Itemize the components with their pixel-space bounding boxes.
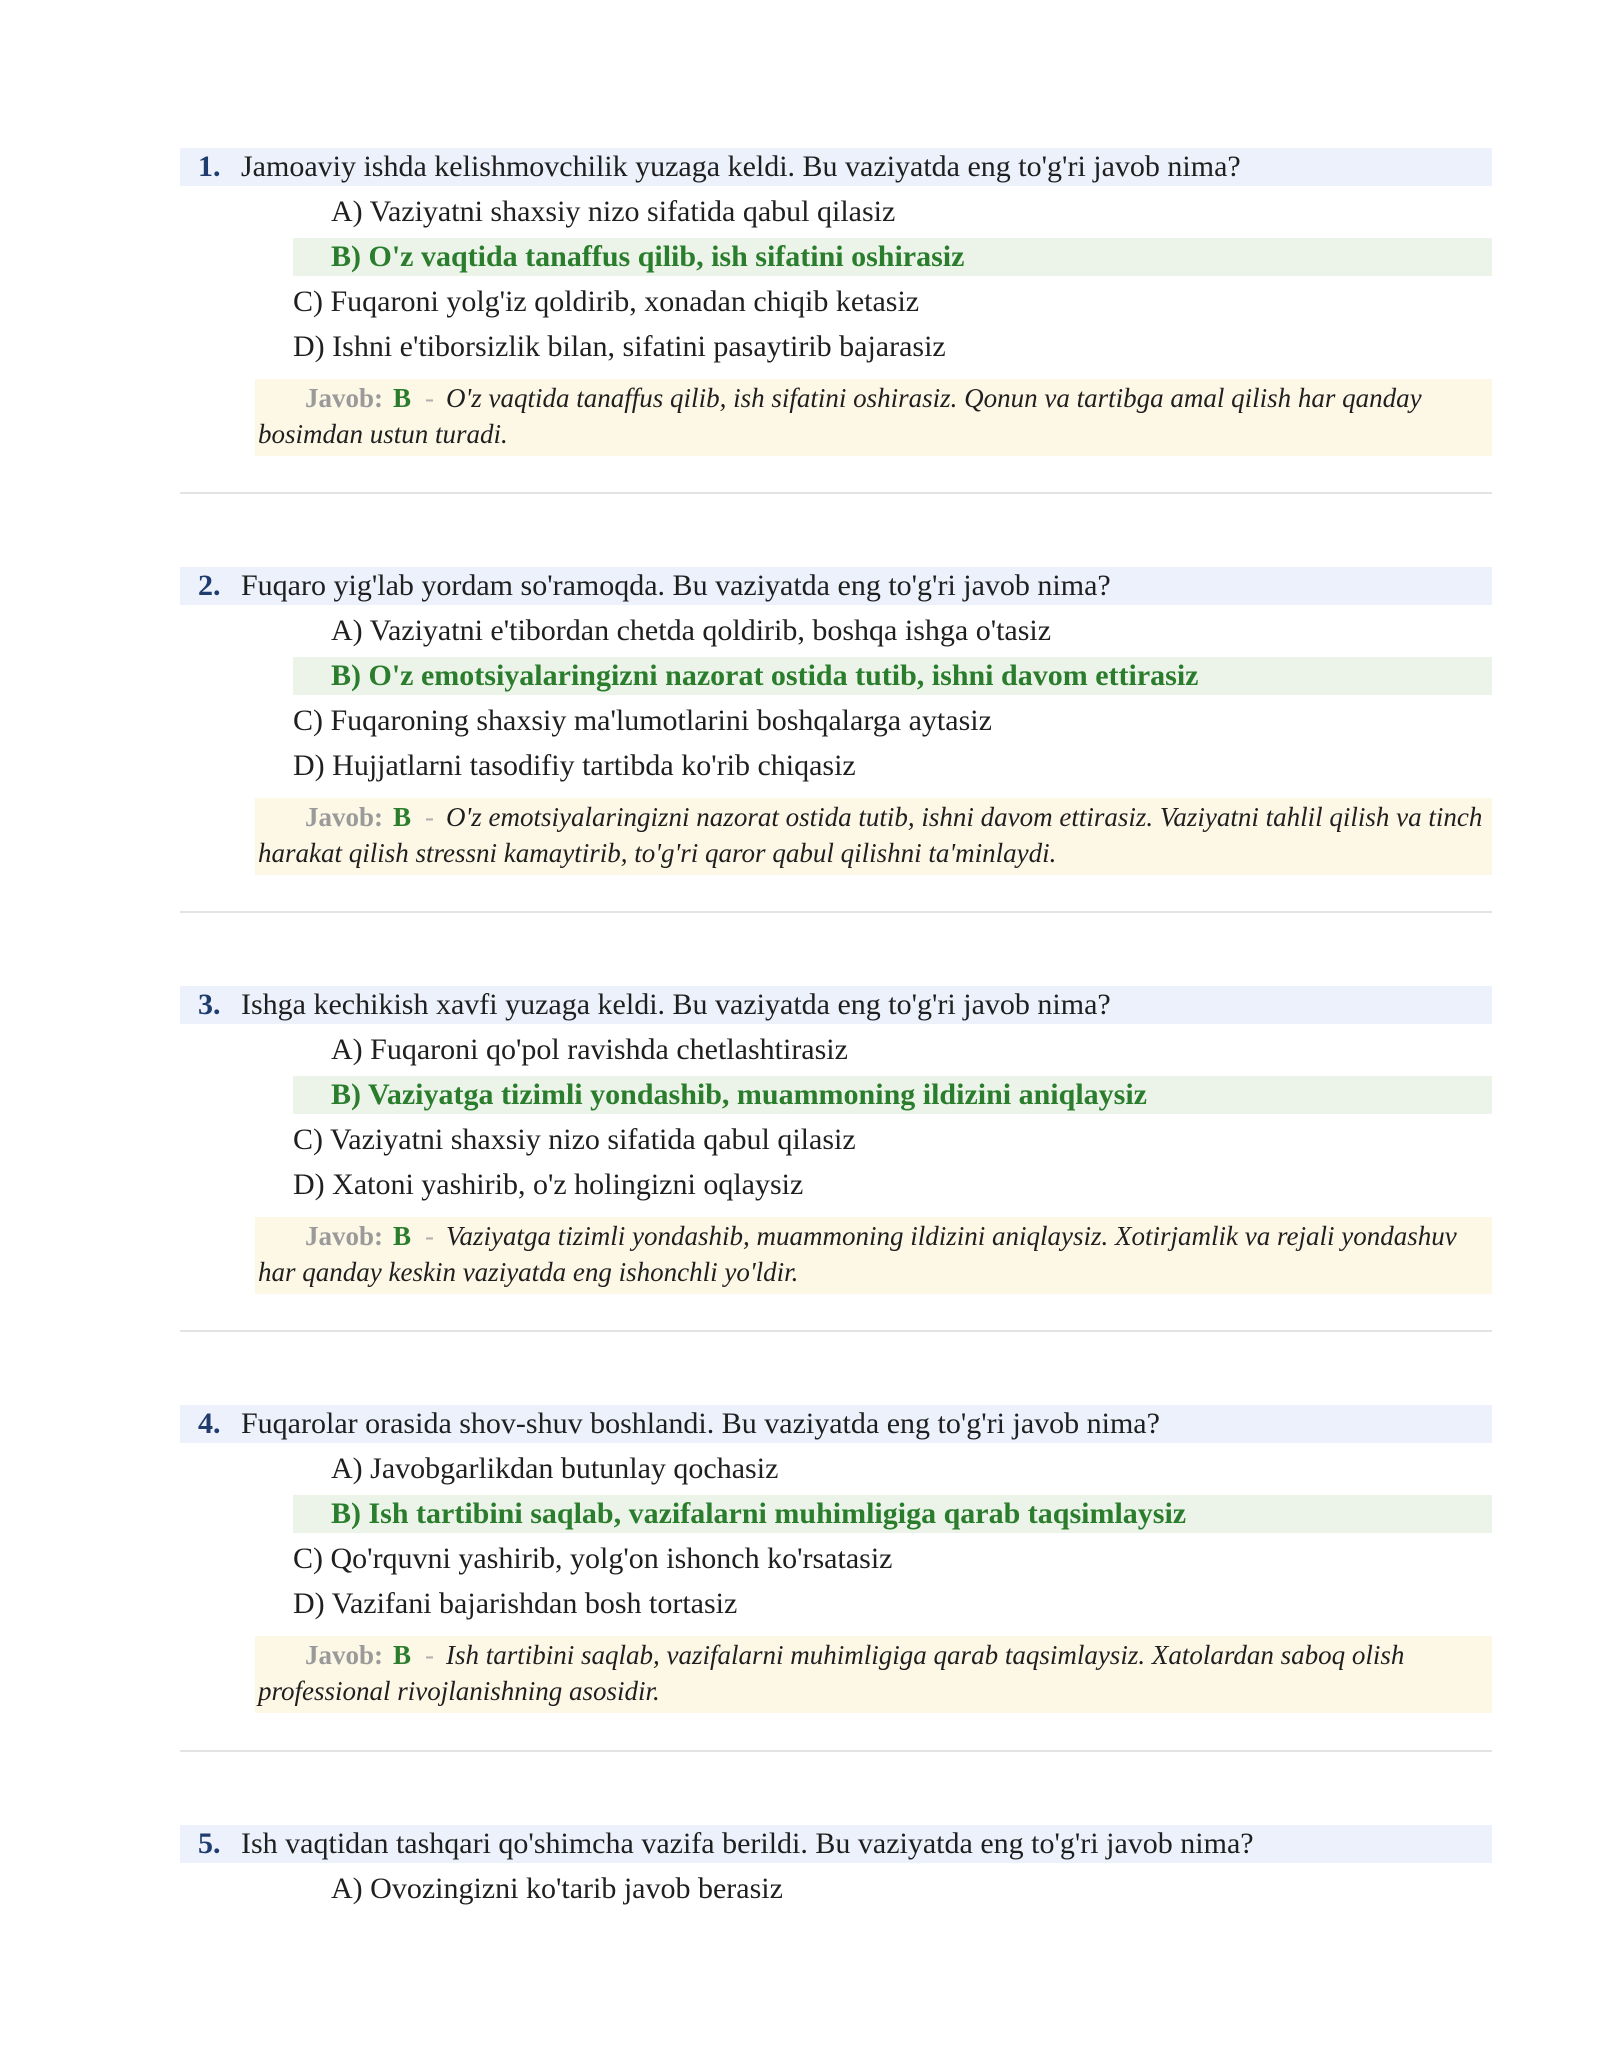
question-block bbox=[180, 1825, 1492, 1908]
answer-letter: B bbox=[393, 1221, 412, 1251]
question-text: Fuqaro yig'lab yordam so'ramoqda. Bu vaziyatda eng to'g'ri javob nima? bbox=[241, 569, 1111, 602]
option-a: A) Fuqaroni qo'pol ravishda chetlashtirasiz bbox=[331, 1033, 848, 1066]
option-b-correct: B) O'z emotsiyalaringizni nazorat ostida tutib, ishni davom ettirasiz bbox=[293, 657, 1492, 695]
option-d: D) Vazifani bajarishdan bosh tortasiz bbox=[293, 1587, 738, 1620]
answer-text: O'z vaqtida tanaffus qilib, ish sifatini oshirasiz. Qonun va tartibga amal qilish har qanday bosimdan ustun turadi. bbox=[258, 383, 1422, 449]
question-header bbox=[180, 148, 1492, 186]
question-header bbox=[180, 567, 1492, 605]
answer-dash: - bbox=[425, 1640, 435, 1670]
option-b-correct: B) Ish tartibini saqlab, vazifalarni muhimligiga qarab taqsimlaysiz bbox=[293, 1495, 1492, 1533]
option-a: A) Vaziyatni shaxsiy nizo sifatida qabul qilasiz bbox=[331, 195, 896, 228]
question-number: 2. bbox=[198, 569, 221, 602]
option-a: A) Vaziyatni e'tibordan chetda qoldirib, boshqa ishga o'tasiz bbox=[331, 614, 1052, 647]
option-a: A) Javobgarlikdan butunlay qochasiz bbox=[331, 1452, 779, 1485]
option-c: C) Vaziyatni shaxsiy nizo sifatida qabul qilasiz bbox=[293, 1123, 856, 1156]
answer-explanation bbox=[255, 379, 1492, 456]
answer-label: Javob: bbox=[305, 802, 384, 832]
divider bbox=[180, 492, 1492, 494]
question-number: 3. bbox=[198, 988, 221, 1021]
question-text: Ishga kechikish xavfi yuzaga keldi. Bu vaziyatda eng to'g'ri javob nima? bbox=[241, 988, 1111, 1021]
answer-text: Ish tartibini saqlab, vazifalarni muhimligiga qarab taqsimlaysiz. Xatolardan saboq olish professional rivojlanishning asosidir. bbox=[258, 1640, 1405, 1706]
divider bbox=[180, 1330, 1492, 1332]
question-text: Jamoaviy ishda kelishmovchilik yuzaga keldi. Bu vaziyatda eng to'g'ri javob nima? bbox=[241, 150, 1241, 183]
question-text: Ish vaqtidan tashqari qo'shimcha vazifa berildi. Bu vaziyatda eng to'g'ri javob nima? bbox=[241, 1827, 1254, 1860]
question-header bbox=[180, 1825, 1492, 1863]
option-c: C) Fuqaroning shaxsiy ma'lumotlarini boshqalarga aytasiz bbox=[293, 704, 992, 737]
option-a: A) Ovozingizni ko'tarib javob berasiz bbox=[331, 1872, 783, 1905]
answer-label: Javob: bbox=[305, 1640, 384, 1670]
option-c: C) Fuqaroni yolg'iz qoldirib, xonadan chiqib ketasiz bbox=[293, 285, 920, 318]
question-block bbox=[180, 148, 1492, 456]
question-number: 4. bbox=[198, 1407, 221, 1440]
question-number: 5. bbox=[198, 1827, 221, 1860]
answer-letter: B bbox=[393, 383, 412, 413]
divider bbox=[180, 1750, 1492, 1752]
option-d: D) Hujjatlarni tasodifiy tartibda ko'rib chiqasiz bbox=[293, 749, 856, 782]
answer-explanation bbox=[255, 798, 1492, 875]
answer-text: Vaziyatga tizimli yondashib, muammoning ildizini aniqlaysiz. Xotirjamlik va rejali yondashuv har qanday keskin vaziyatda eng ishonchli yo'ldir. bbox=[258, 1221, 1457, 1287]
answer-explanation bbox=[255, 1217, 1492, 1294]
answer-label: Javob: bbox=[305, 383, 384, 413]
question-block bbox=[180, 567, 1492, 875]
answer-letter: B bbox=[393, 802, 412, 832]
question-header bbox=[180, 1405, 1492, 1443]
answer-letter: B bbox=[393, 1640, 412, 1670]
answer-label: Javob: bbox=[305, 1221, 384, 1251]
answer-text: O'z emotsiyalaringizni nazorat ostida tutib, ishni davom ettirasiz. Vaziyatni tahlil qilish va tinch harakat qilish stressni kamaytirib, to'g'ri qaror qabul qilishni ta'minlaydi. bbox=[258, 802, 1483, 868]
divider bbox=[180, 911, 1492, 913]
question-block bbox=[180, 1405, 1492, 1713]
option-b-correct: B) Vaziyatga tizimli yondashib, muammoning ildizini aniqlaysiz bbox=[293, 1076, 1492, 1114]
option-b-correct: B) O'z vaqtida tanaffus qilib, ish sifatini oshirasiz bbox=[293, 238, 1492, 276]
option-d: D) Ishni e'tiborsizlik bilan, sifatini pasaytirib bajarasiz bbox=[293, 330, 946, 363]
option-d: D) Xatoni yashirib, o'z holingizni oqlaysiz bbox=[293, 1168, 804, 1201]
question-block bbox=[180, 986, 1492, 1294]
question-text: Fuqarolar orasida shov-shuv boshlandi. Bu vaziyatda eng to'g'ri javob nima? bbox=[241, 1407, 1160, 1440]
answer-dash: - bbox=[425, 383, 435, 413]
answer-dash: - bbox=[425, 1221, 435, 1251]
answer-explanation bbox=[255, 1636, 1492, 1713]
answer-dash: - bbox=[425, 802, 435, 832]
option-c: C) Qo'rquvni yashirib, yolg'on ishonch ko'rsatasiz bbox=[293, 1542, 893, 1575]
question-header bbox=[180, 986, 1492, 1024]
question-number: 1. bbox=[198, 150, 221, 183]
